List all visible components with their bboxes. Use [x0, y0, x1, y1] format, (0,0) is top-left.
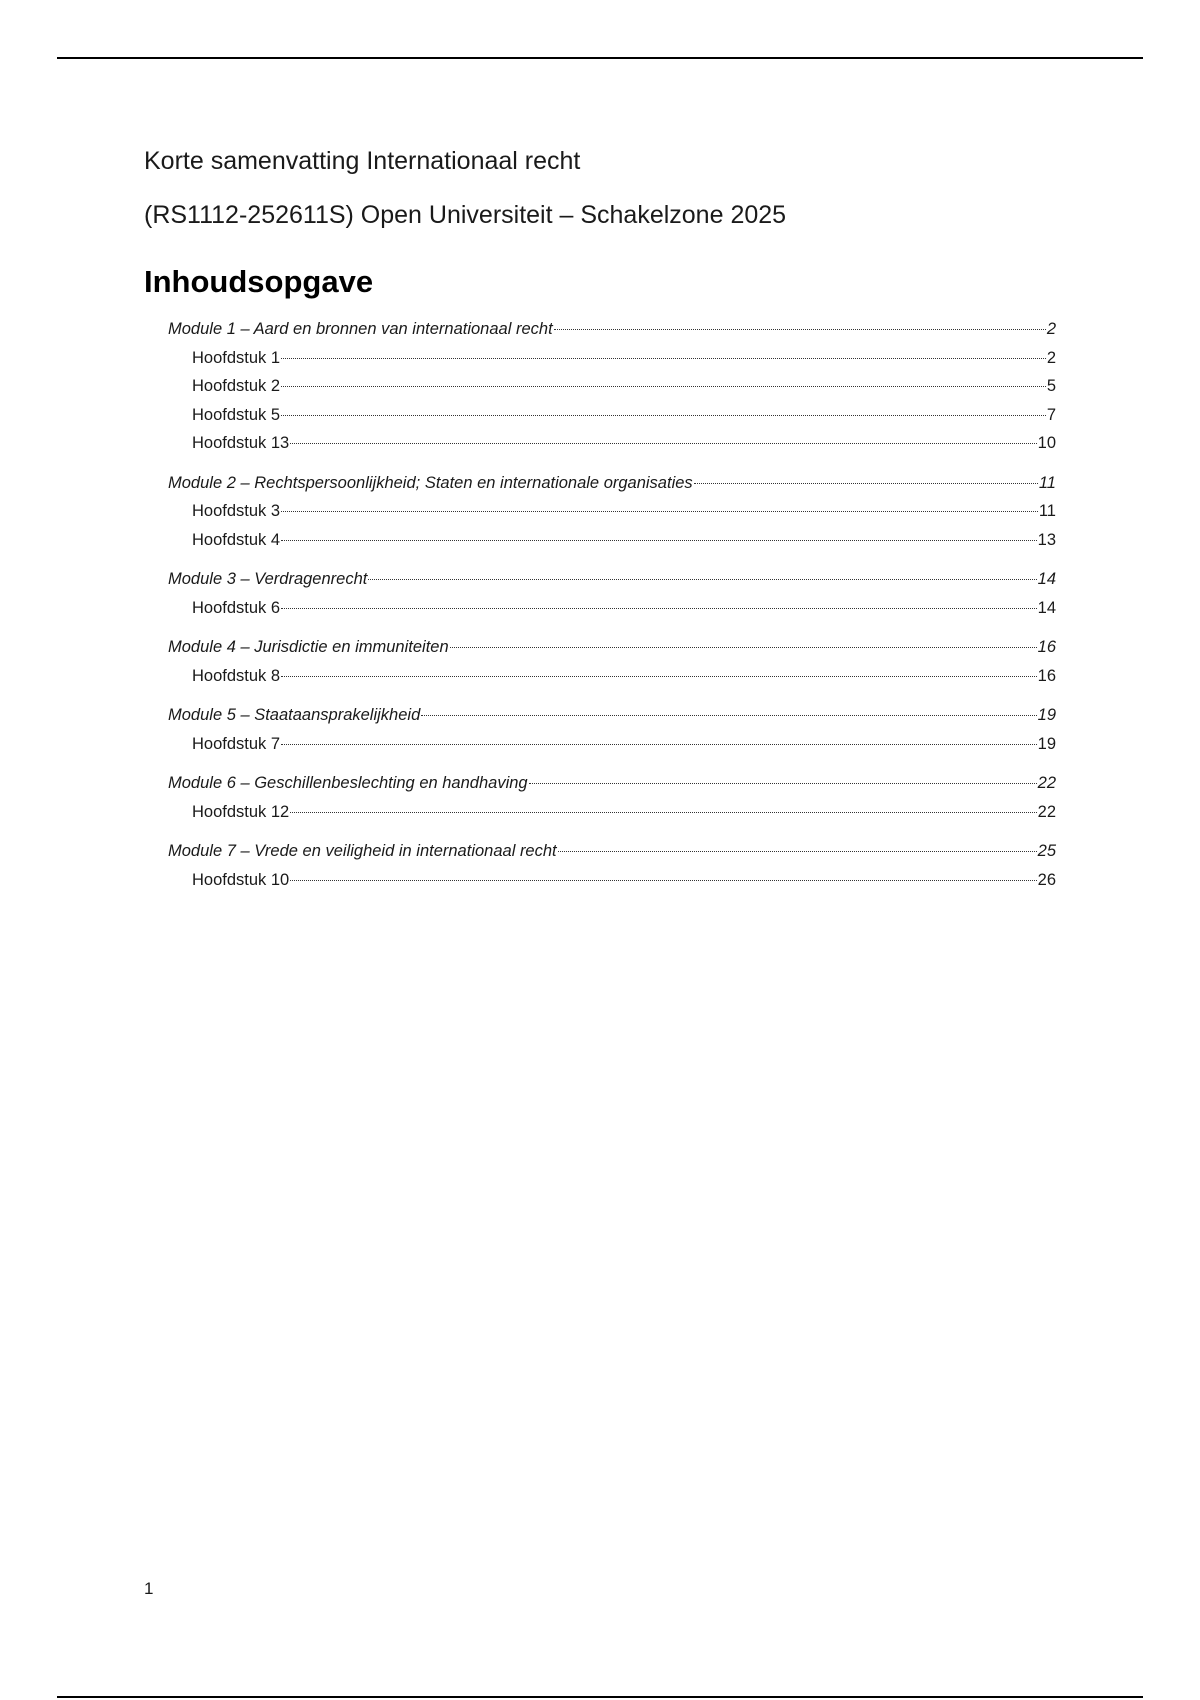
toc-entry-page: 2	[1046, 349, 1056, 367]
toc-entry-label: Module 2 – Rechtspersoonlijkheid; Staten en internationale organisaties	[168, 474, 693, 492]
toc-module-entry[interactable]	[168, 472, 1056, 494]
toc-entry-label: Hoofdstuk 2	[192, 377, 281, 395]
toc-entry-page: 25	[1037, 842, 1056, 860]
toc-chapter-entry[interactable]	[192, 869, 1056, 891]
toc-chapter-entry[interactable]	[192, 665, 1056, 687]
toc-module-entry[interactable]	[168, 636, 1056, 658]
toc-dot-leader	[421, 715, 1036, 716]
toc-dot-leader	[281, 358, 1046, 359]
toc-chapter-entry[interactable]	[192, 500, 1056, 522]
toc-entry-label: Hoofdstuk 5	[192, 406, 281, 424]
toc-entry-label: Hoofdstuk 4	[192, 531, 281, 549]
toc-entry-label: Hoofdstuk 13	[192, 434, 290, 452]
toc-entry-page: 14	[1037, 599, 1056, 617]
toc-entry-page: 5	[1046, 377, 1056, 395]
toc-dot-leader	[450, 647, 1037, 648]
toc-dot-leader	[290, 443, 1036, 444]
toc-entry-page: 14	[1037, 570, 1056, 588]
toc-chapter-entry[interactable]	[192, 375, 1056, 397]
toc-entry-page: 16	[1037, 667, 1056, 685]
toc-entry-label: Hoofdstuk 3	[192, 502, 281, 520]
toc-entry-page: 7	[1046, 406, 1056, 424]
toc-dot-leader	[290, 812, 1036, 813]
toc-module-entry[interactable]	[168, 568, 1056, 590]
toc-entry-label: Module 1 – Aard en bronnen van internationaal recht	[168, 320, 553, 338]
toc-module-entry[interactable]	[168, 318, 1056, 340]
toc-entry-label: Hoofdstuk 6	[192, 599, 281, 617]
toc-entry-page: 22	[1037, 803, 1056, 821]
document-title: Korte samenvatting Internationaal recht	[144, 147, 581, 175]
toc-dot-leader	[281, 386, 1046, 387]
toc-entry-label: Module 4 – Jurisdictie en immuniteiten	[168, 638, 449, 656]
toc-chapter-entry[interactable]	[192, 733, 1056, 755]
toc-entry-page: 2	[1046, 320, 1056, 338]
toc-dot-leader	[281, 676, 1037, 677]
toc-dot-leader	[694, 483, 1038, 484]
document-subtitle: (RS1112-252611S) Open Universiteit – Schakelzone 2025	[144, 201, 787, 229]
toc-heading: Inhoudsopgave	[144, 264, 374, 299]
toc-dot-leader	[290, 880, 1036, 881]
toc-entry-page: 26	[1037, 871, 1056, 889]
toc-entry-label: Hoofdstuk 1	[192, 349, 281, 367]
toc-entry-label: Module 5 – Staataansprakelijkheid	[168, 706, 421, 724]
footer-rule	[57, 1696, 1143, 1698]
toc-entry-page: 22	[1037, 774, 1056, 792]
toc-dot-leader	[281, 511, 1038, 512]
toc-entry-label: Module 7 – Vrede en veiligheid in internationaal recht	[168, 842, 557, 860]
toc-module-entry[interactable]	[168, 772, 1056, 794]
toc-entry-page: 16	[1037, 638, 1056, 656]
page-number: 1	[144, 1579, 154, 1598]
toc-dot-leader	[558, 851, 1037, 852]
toc-dot-leader	[281, 744, 1037, 745]
toc-chapter-entry[interactable]	[192, 432, 1056, 454]
toc-entry-label: Hoofdstuk 8	[192, 667, 281, 685]
toc-dot-leader	[368, 579, 1036, 580]
toc-chapter-entry[interactable]	[192, 347, 1056, 369]
toc-chapter-entry[interactable]	[192, 597, 1056, 619]
toc-module-entry[interactable]	[168, 704, 1056, 726]
toc-entry-page: 19	[1037, 706, 1056, 724]
toc-chapter-entry[interactable]	[192, 801, 1056, 823]
toc-entry-label: Module 6 – Geschillenbeslechting en handhaving	[168, 774, 528, 792]
toc-entry-page: 11	[1038, 474, 1056, 492]
toc-entry-page: 11	[1038, 502, 1056, 520]
toc-dot-leader	[529, 783, 1037, 784]
toc-entry-label: Module 3 – Verdragenrecht	[168, 570, 368, 588]
toc-chapter-entry[interactable]	[192, 529, 1056, 551]
toc-entry-label: Hoofdstuk 12	[192, 803, 290, 821]
toc-module-entry[interactable]	[168, 840, 1056, 862]
header-rule	[57, 57, 1143, 59]
toc-dot-leader	[281, 608, 1037, 609]
toc-entry-label: Hoofdstuk 7	[192, 735, 281, 753]
toc-entry-page: 10	[1037, 434, 1056, 452]
toc-chapter-entry[interactable]	[192, 404, 1056, 426]
toc-dot-leader	[281, 540, 1037, 541]
toc-entry-page: 13	[1037, 531, 1056, 549]
toc-dot-leader	[281, 415, 1046, 416]
toc-entry-page: 19	[1037, 735, 1056, 753]
toc-dot-leader	[554, 329, 1046, 330]
toc-entry-label: Hoofdstuk 10	[192, 871, 290, 889]
